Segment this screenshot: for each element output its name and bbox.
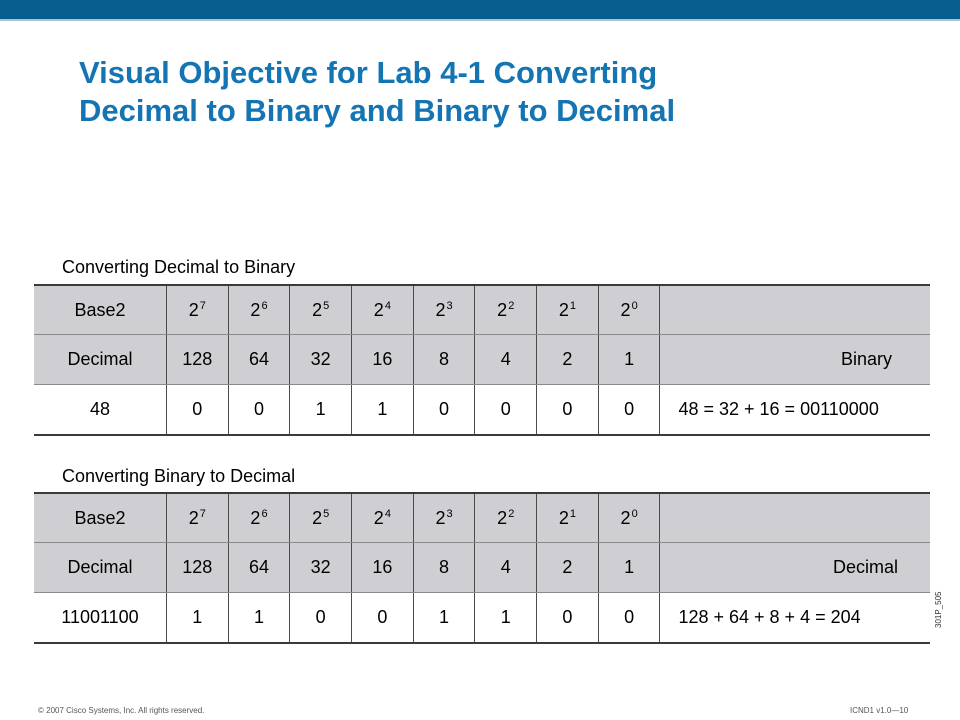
conversion-row xyxy=(34,385,930,436)
bit-cell: 1 xyxy=(352,385,414,436)
power-exponent: 7 xyxy=(199,299,206,312)
result-header: Binary xyxy=(660,335,930,385)
place-value: 64 xyxy=(228,543,290,593)
page-footer: ICND1 v1.0—10 xyxy=(850,706,909,715)
binary-to-decimal-table xyxy=(34,492,930,644)
result-cell: 48 = 32 + 16 = 00110000 xyxy=(660,385,930,436)
bit-cell: 0 xyxy=(537,385,599,436)
power-base: 2 xyxy=(188,299,199,320)
place-value: 1 xyxy=(598,335,660,385)
power-cell xyxy=(537,285,599,335)
bit-cell: 0 xyxy=(290,593,352,644)
bit-cell: 0 xyxy=(475,385,537,436)
power-base: 2 xyxy=(373,507,384,528)
decimal-label: Decimal xyxy=(34,543,166,593)
place-value: 32 xyxy=(290,543,352,593)
power-exponent: 4 xyxy=(384,507,391,520)
power-cell xyxy=(290,285,352,335)
power-exponent: 7 xyxy=(199,507,206,520)
power-cell xyxy=(413,285,475,335)
power-exponent: 5 xyxy=(323,507,330,520)
base2-row xyxy=(34,285,930,335)
conversion-row xyxy=(34,593,930,644)
power-base: 2 xyxy=(497,507,508,528)
place-value: 128 xyxy=(166,543,228,593)
bit-cell: 0 xyxy=(537,593,599,644)
power-cell xyxy=(475,285,537,335)
base2-label: Base2 xyxy=(34,493,166,543)
power-base: 2 xyxy=(620,299,631,320)
base2-label: Base2 xyxy=(34,285,166,335)
power-base: 2 xyxy=(435,507,446,528)
power-exponent: 1 xyxy=(569,299,576,312)
power-cell xyxy=(352,285,414,335)
power-base: 2 xyxy=(620,507,631,528)
power-exponent: 5 xyxy=(323,299,330,312)
place-value: 4 xyxy=(475,543,537,593)
place-value: 16 xyxy=(352,543,414,593)
power-exponent: 1 xyxy=(569,507,576,520)
power-cell xyxy=(598,493,660,543)
bit-cell: 1 xyxy=(413,593,475,644)
table1-caption: Converting Decimal to Binary xyxy=(62,257,296,277)
bit-cell: 1 xyxy=(475,593,537,644)
power-base: 2 xyxy=(250,299,261,320)
place-value: 2 xyxy=(537,335,599,385)
power-base: 2 xyxy=(497,299,508,320)
slide-title xyxy=(79,54,939,130)
power-base: 2 xyxy=(312,299,323,320)
power-exponent: 6 xyxy=(261,299,268,312)
place-value: 4 xyxy=(475,335,537,385)
power-exponent: 2 xyxy=(508,507,515,520)
power-exponent: 3 xyxy=(446,507,453,520)
power-cell xyxy=(290,493,352,543)
power-cell xyxy=(475,493,537,543)
decimal-label: Decimal xyxy=(34,335,166,385)
decimal-row xyxy=(34,335,930,385)
decimal-row xyxy=(34,543,930,593)
empty-header-cell xyxy=(660,493,930,543)
power-base: 2 xyxy=(188,507,199,528)
bit-cell: 0 xyxy=(413,385,475,436)
bit-cell: 0 xyxy=(228,385,290,436)
title-line-2: Decimal to Binary and Binary to Decimal xyxy=(79,93,676,128)
title-line-1: Visual Objective for Lab 4-1 Converting xyxy=(79,55,658,90)
bit-cell: 0 xyxy=(598,593,660,644)
power-base: 2 xyxy=(250,507,261,528)
top-banner-rule xyxy=(0,19,960,21)
place-value: 8 xyxy=(413,335,475,385)
power-base: 2 xyxy=(312,507,323,528)
place-value: 16 xyxy=(352,335,414,385)
power-exponent: 4 xyxy=(384,299,391,312)
power-exponent: 0 xyxy=(631,299,638,312)
place-value: 2 xyxy=(537,543,599,593)
bit-cell: 0 xyxy=(166,385,228,436)
power-cell xyxy=(166,285,228,335)
power-cell xyxy=(352,493,414,543)
power-exponent: 0 xyxy=(631,507,638,520)
result-cell: 128 + 64 + 8 + 4 = 204 xyxy=(660,593,930,644)
base2-row xyxy=(34,493,930,543)
copyright-footer: © 2007 Cisco Systems, Inc. All rights reserved. xyxy=(38,706,205,715)
power-exponent: 6 xyxy=(261,507,268,520)
bit-cell: 0 xyxy=(352,593,414,644)
bit-cell: 1 xyxy=(228,593,290,644)
power-cell xyxy=(166,493,228,543)
place-value: 32 xyxy=(290,335,352,385)
input-value: 48 xyxy=(34,385,166,436)
power-cell xyxy=(537,493,599,543)
place-value: 1 xyxy=(598,543,660,593)
power-cell xyxy=(413,493,475,543)
power-base: 2 xyxy=(373,299,384,320)
power-exponent: 2 xyxy=(508,299,515,312)
power-base: 2 xyxy=(558,299,569,320)
bit-cell: 0 xyxy=(598,385,660,436)
empty-header-cell xyxy=(660,285,930,335)
power-cell xyxy=(228,493,290,543)
result-header: Decimal xyxy=(660,543,930,593)
decimal-to-binary-table xyxy=(34,284,930,436)
place-value: 64 xyxy=(228,335,290,385)
place-value: 128 xyxy=(166,335,228,385)
input-value: 11001100 xyxy=(34,593,166,644)
figure-code: 301P_505 xyxy=(934,591,943,628)
table2-caption: Converting Binary to Decimal xyxy=(62,466,296,486)
power-base: 2 xyxy=(558,507,569,528)
place-value: 8 xyxy=(413,543,475,593)
bit-cell: 1 xyxy=(166,593,228,644)
power-cell xyxy=(228,285,290,335)
bit-cell: 1 xyxy=(290,385,352,436)
top-banner xyxy=(0,0,960,19)
power-cell xyxy=(598,285,660,335)
power-base: 2 xyxy=(435,299,446,320)
power-exponent: 3 xyxy=(446,299,453,312)
